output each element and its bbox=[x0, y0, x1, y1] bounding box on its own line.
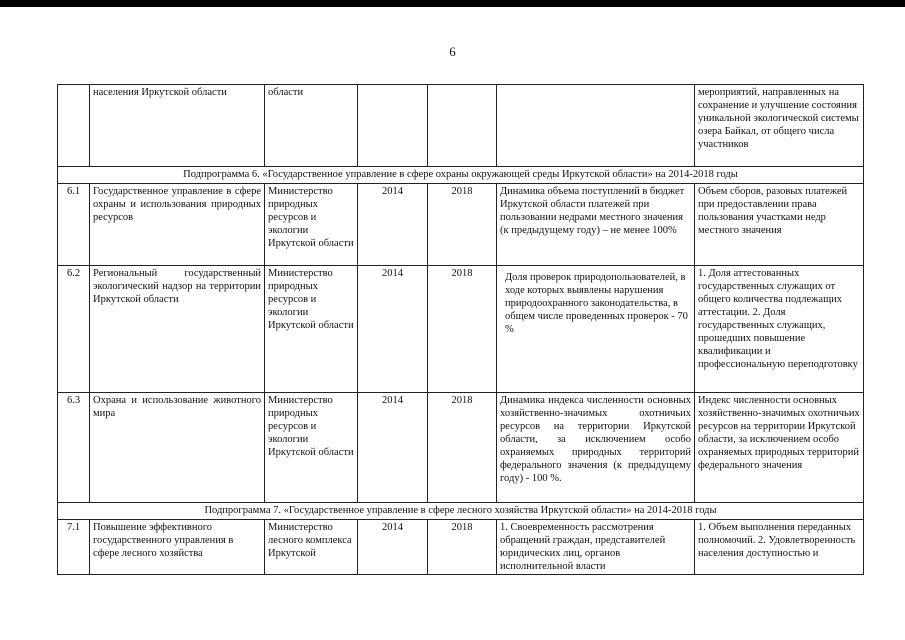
subprogram-6-header bbox=[58, 167, 864, 184]
cell-indicator: 1. Объем выполнения переданных полномочий. 2. Удовлетворенность населения доступностью и bbox=[695, 520, 864, 575]
cell-indicator: Индекс численности основных хозяйственно-значимых охотничьих ресурсов на территории Иркутской области, за исключением особо охраняемых природных территорий федерального значения bbox=[695, 393, 864, 503]
cell-end: 2018 bbox=[428, 393, 497, 503]
cell-end: 2018 bbox=[428, 184, 497, 266]
cell-num: 6.3 bbox=[58, 393, 90, 503]
cell-indicator: мероприятий, направленных на сохранение и улучшение состояния уникальной экологической системы озера Байкал, от общего числа участников bbox=[695, 85, 864, 167]
cell-result: Динамика объема поступлений в бюджет Иркутской области платежей при пользовании недрами местного значения (к предыдущему году) – не менее 100% bbox=[497, 184, 695, 266]
cell-result: Динамика индекса численности основных хозяйственно-значимых охотничьих ресурсов на территории Иркутской области, за исключением особо охраняемых природных территорий федерального значения (к предыдущему году) - 100 %. bbox=[497, 393, 695, 503]
cell-end: 2018 bbox=[428, 266, 497, 393]
table-row bbox=[58, 184, 864, 266]
table-row-continuation bbox=[58, 85, 864, 167]
cell-start bbox=[358, 85, 428, 167]
cell-num: 6.1 bbox=[58, 184, 90, 266]
page-number: 6 bbox=[449, 44, 456, 59]
cell-result: 1. Своевременность рассмотрения обращений граждан, представителей юридических лиц, органов исполнительной власти bbox=[497, 520, 695, 575]
cell-name: Охрана и использование животного мира bbox=[90, 393, 265, 503]
table-row bbox=[58, 266, 864, 393]
cell-num bbox=[58, 85, 90, 167]
cell-indicator: 1. Доля аттестованных государственных служащих от общего количества подлежащих аттестации. 2. Доля государственных служащих, прошедших повышение квалификации и профессиональную переподготовку bbox=[695, 266, 864, 393]
cell-executor: области bbox=[265, 85, 358, 167]
cell-num: 6.2 bbox=[58, 266, 90, 393]
cell-executor: Министерство природных ресурсов и экологии Иркутской области bbox=[265, 266, 358, 393]
table-row bbox=[58, 393, 864, 503]
cell-name: населения Иркутской области bbox=[90, 85, 265, 167]
cell-start: 2014 bbox=[358, 184, 428, 266]
cell-result: Доля проверок природопользователей, в ходе которых выявлены нарушения природоохранного законодательства, в общем числе проведенных проверок - 70 % bbox=[497, 266, 695, 393]
scan-top-border bbox=[0, 0, 905, 7]
cell-executor: Министерство природных ресурсов и экологии Иркутской области bbox=[265, 393, 358, 503]
cell-end bbox=[428, 85, 497, 167]
subprogram-7-title: Подпрограмма 7. «Государственное управление в сфере лесного хозяйства Иркутской области» на 2014-2018 годы bbox=[58, 503, 864, 520]
cell-indicator: Объем сборов, разовых платежей при предоставлении права пользования участками недр местного значения bbox=[695, 184, 864, 266]
subprogram-7-header bbox=[58, 503, 864, 520]
cell-start: 2014 bbox=[358, 266, 428, 393]
cell-name: Государственное управление в сфере охраны и использования природных ресурсов bbox=[90, 184, 265, 266]
cell-name: Региональный государственный экологический надзор на территории Иркутской области bbox=[90, 266, 265, 393]
cell-start: 2014 bbox=[358, 393, 428, 503]
cell-name: Повышение эффективного государственного управления в сфере лесного хозяйства bbox=[90, 520, 265, 575]
cell-start: 2014 bbox=[358, 520, 428, 575]
program-table bbox=[57, 84, 864, 575]
cell-result bbox=[497, 85, 695, 167]
cell-end: 2018 bbox=[428, 520, 497, 575]
cell-executor: Министерство природных ресурсов и экологии Иркутской области bbox=[265, 184, 358, 266]
subprogram-6-title: Подпрограмма 6. «Государственное управление в сфере охраны окружающей среды Иркутской области» на 2014-2018 годы bbox=[58, 167, 864, 184]
cell-num: 7.1 bbox=[58, 520, 90, 575]
cell-executor: Министерство лесного комплекса Иркутской bbox=[265, 520, 358, 575]
table-row bbox=[58, 520, 864, 575]
